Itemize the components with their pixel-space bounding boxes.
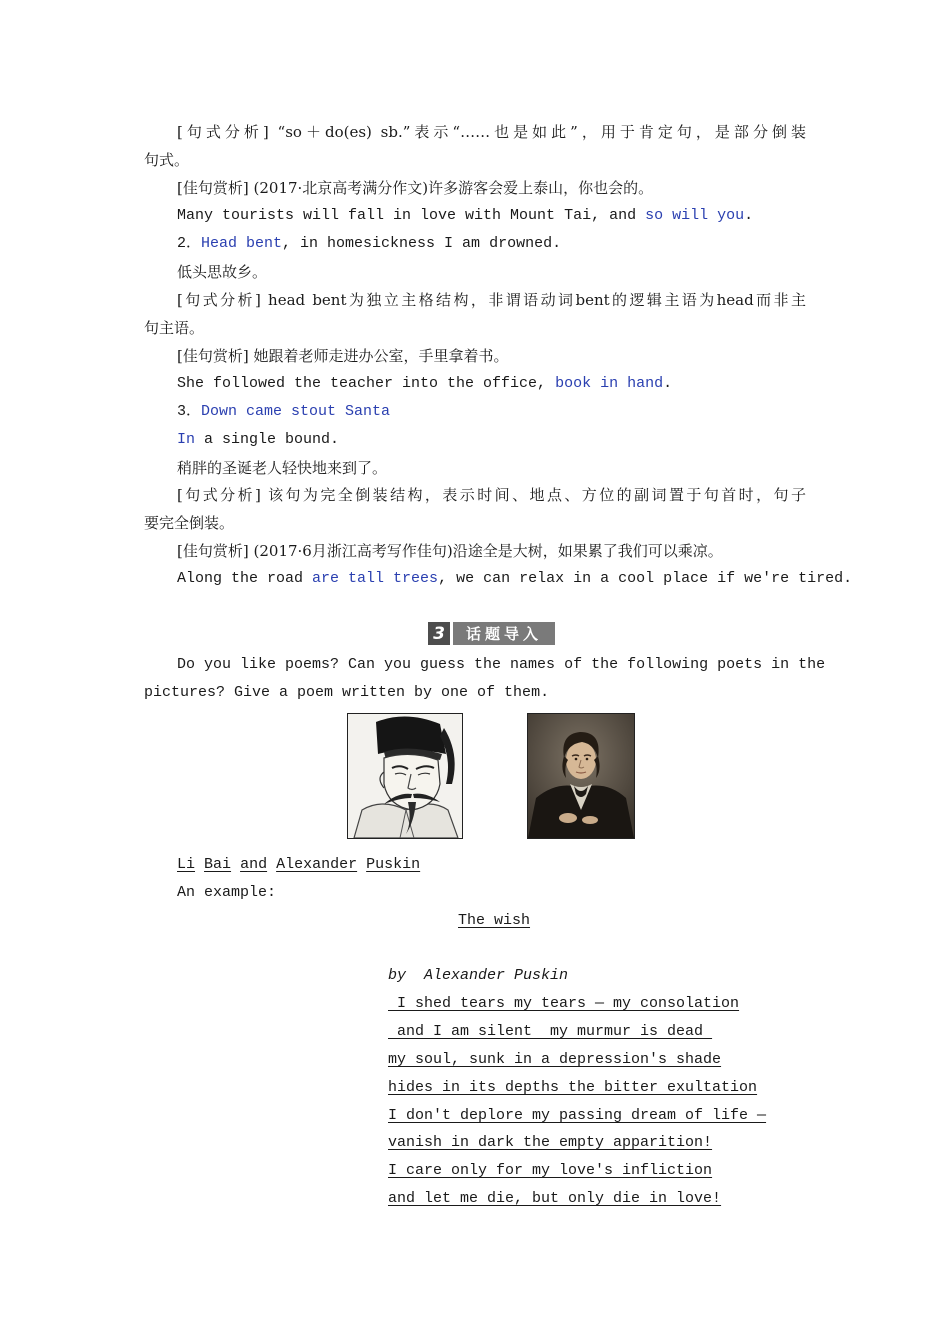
poem-author: by Alexander Puskin xyxy=(388,967,569,984)
li-bai-drawing xyxy=(348,714,462,838)
s3-appreciate-line xyxy=(177,537,806,565)
topic-question-1: Do you like poems? Can you guess the names of the following poets in the xyxy=(177,656,826,673)
poem-line: and let me die, but only die in love! xyxy=(388,1190,722,1207)
analysis-tag: [句式分析] xyxy=(177,123,269,141)
pushkin-painting xyxy=(528,714,634,838)
s1-analysis-line xyxy=(177,118,806,146)
title-highlight: Head bent xyxy=(201,235,283,252)
title-text: , in homesickness I am drowned. xyxy=(282,235,562,252)
analysis-tag: [句式分析] xyxy=(177,486,261,504)
example-text: Along the road xyxy=(177,570,313,587)
example-end: . xyxy=(663,375,673,392)
s2-analysis-cont: 句主语。 xyxy=(144,319,205,337)
s2-appreciate-line xyxy=(177,342,806,370)
s2-analysis-line xyxy=(177,286,806,314)
s1-analysis-cont: 句式。 xyxy=(144,151,190,169)
banner-title: 话题导入 xyxy=(453,622,555,645)
answer-line xyxy=(177,851,806,879)
item-number: 3． xyxy=(177,403,202,420)
banner-number: 3 xyxy=(428,622,450,645)
analysis-tag: [句式分析] xyxy=(177,291,261,309)
answer-alexander: Alexander xyxy=(276,856,358,873)
analysis-text: head bent为独立主格结构，非谓语动词bent的逻辑主语为head而非主 xyxy=(268,291,806,309)
s2-title xyxy=(177,230,806,258)
appreciate-text: (2017·北京高考满分作文)许多游客会爱上泰山，你也会的。 xyxy=(253,179,654,197)
appreciate-tag: [佳句赏析] xyxy=(177,179,249,197)
s1-appreciate-line xyxy=(177,174,806,202)
topic-banner xyxy=(428,622,555,645)
poem-line: hides in its depths the bitter exultation xyxy=(388,1079,758,1096)
pushkin-portrait-image xyxy=(527,713,635,839)
example-highlight: so will you xyxy=(645,207,745,224)
example-highlight: book in hand xyxy=(555,375,664,392)
poem-line: I care only for my love's infliction xyxy=(388,1162,713,1179)
answer-li: Li xyxy=(177,856,196,873)
s1-example xyxy=(177,202,806,230)
poem-title: The wish xyxy=(458,912,531,929)
poem-line: my soul, sunk in a depression's shade xyxy=(388,1051,722,1068)
answer-and: and xyxy=(240,856,268,873)
item-number: 2． xyxy=(177,235,202,252)
s3-analysis-cont: 要完全倒装。 xyxy=(144,514,235,532)
answer-puskin: Puskin xyxy=(366,856,421,873)
poem-line: I shed tears my tears — my consolation xyxy=(388,995,740,1012)
appreciate-text: 她跟着老师走进办公室，手里拿着书。 xyxy=(253,347,509,365)
appreciate-tag: [佳句赏析] xyxy=(177,542,249,560)
s3-translation: 稍胖的圣诞老人轻快地来到了。 xyxy=(177,459,388,477)
s2-example xyxy=(177,370,806,398)
example-label: An example: xyxy=(177,884,277,901)
example-end: . xyxy=(744,207,754,224)
example-highlight: are tall trees xyxy=(312,570,439,587)
analysis-text: 该句为完全倒装结构，表示时间、地点、方位的副词置于句首时，句子 xyxy=(268,486,806,504)
appreciate-tag: [佳句赏析] xyxy=(177,347,249,365)
answer-bai: Bai xyxy=(204,856,232,873)
poem-line: and I am silent my murmur is dead xyxy=(388,1023,713,1040)
poem-line: vanish in dark the empty apparition! xyxy=(388,1134,713,1151)
line2-highlight: In xyxy=(177,431,196,448)
line2-text: a single bound. xyxy=(195,431,340,448)
example-text: Many tourists will fall in love with Mount Tai, and xyxy=(177,207,646,224)
s3-title xyxy=(177,398,806,426)
topic-question-2: pictures? Give a poem written by one of them. xyxy=(144,684,550,701)
example-end: , we can relax in a cool place if we're tired. xyxy=(438,570,853,587)
example-text: She followed the teacher into the office, xyxy=(177,375,556,392)
poem-line: I don't deplore my passing dream of life — xyxy=(388,1107,767,1124)
s2-translation: 低头思故乡。 xyxy=(177,263,268,281)
analysis-text: “so＋do(es) sb.”表示“……也是如此”，用于肯定句，是部分倒装 xyxy=(277,123,806,141)
s3-analysis-line xyxy=(177,481,806,509)
s3-title-line2 xyxy=(177,426,806,454)
title-highlight: Down came stout Santa xyxy=(201,403,391,420)
appreciate-text: (2017·6月浙江高考写作佳句)沿途全是大树，如果累了我们可以乘凉。 xyxy=(253,542,723,560)
s3-example xyxy=(177,565,853,593)
li-bai-portrait-image xyxy=(347,713,463,839)
